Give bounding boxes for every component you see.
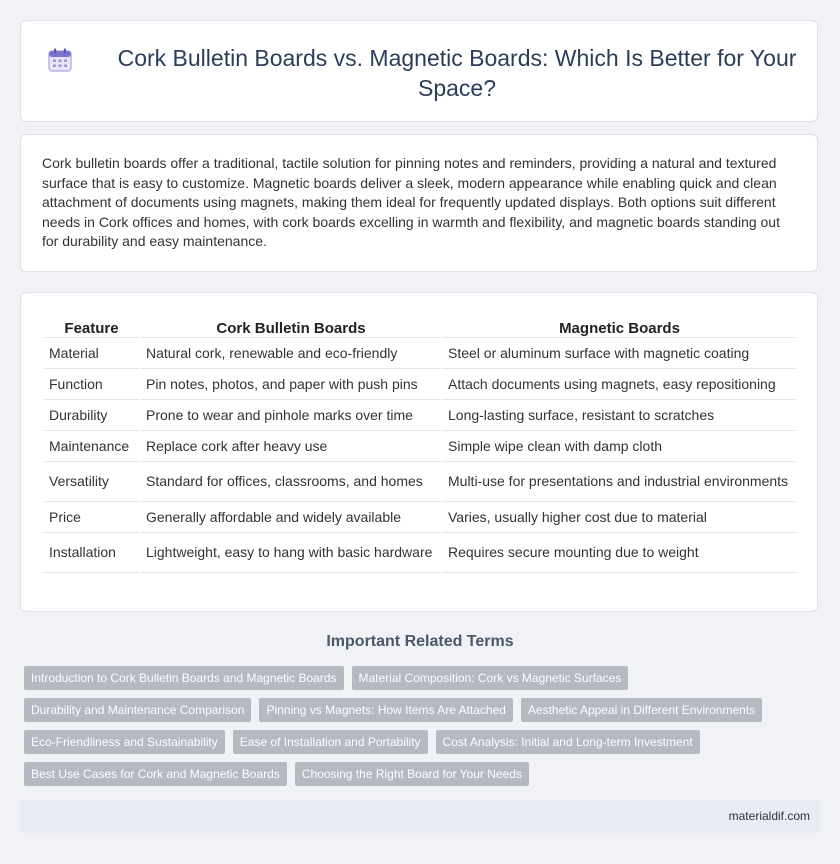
intro-card: [20, 134, 818, 272]
header-feature: Feature: [44, 315, 139, 338]
table-row: [44, 369, 796, 400]
related-term-tag[interactable]: Choosing the Right Board for Your Needs: [295, 762, 529, 786]
magnetic-cell: Multi-use for presentations and industrial environments: [443, 462, 796, 502]
magnetic-cell: Requires secure mounting due to weight: [443, 533, 796, 573]
feature-cell: Maintenance: [44, 431, 139, 462]
table-row: [44, 502, 796, 533]
related-term-tag[interactable]: Cost Analysis: Initial and Long-term Investment: [436, 730, 700, 754]
footer: [20, 800, 820, 833]
calendar-icon: [47, 47, 73, 73]
magnetic-cell: Steel or aluminum surface with magnetic coating: [443, 338, 796, 369]
table-row: [44, 431, 796, 462]
cork-cell: Lightweight, easy to hang with basic hardware: [141, 533, 441, 573]
related-term-tag[interactable]: Introduction to Cork Bulletin Boards and Magnetic Boards: [24, 666, 344, 690]
related-terms-title: Important Related Terms: [326, 633, 514, 650]
feature-cell: Durability: [44, 400, 139, 431]
related-term-tag[interactable]: Material Composition: Cork vs Magnetic Surfaces: [352, 666, 629, 690]
cork-cell: Pin notes, photos, and paper with push pins: [141, 369, 441, 400]
comparison-table: [42, 315, 798, 573]
feature-cell: Installation: [44, 533, 139, 573]
feature-cell: Function: [44, 369, 139, 400]
cork-cell: Standard for offices, classrooms, and homes: [141, 462, 441, 502]
magnetic-cell: Long-lasting surface, resistant to scratches: [443, 400, 796, 431]
magnetic-cell: Attach documents using magnets, easy repositioning: [443, 369, 796, 400]
header-magnetic: Magnetic Boards: [443, 315, 796, 338]
comparison-card: [20, 292, 818, 612]
cork-cell: Natural cork, renewable and eco-friendly: [141, 338, 441, 369]
table-row: [44, 533, 796, 573]
magnetic-cell: Varies, usually higher cost due to material: [443, 502, 796, 533]
feature-cell: Price: [44, 502, 139, 533]
related-term-tag[interactable]: Eco-Friendliness and Sustainability: [24, 730, 225, 754]
related-term-tag[interactable]: Best Use Cases for Cork and Magnetic Boards: [24, 762, 287, 786]
table-header-row: [44, 315, 796, 338]
related-term-tag[interactable]: Ease of Installation and Portability: [233, 730, 428, 754]
header-cork: Cork Bulletin Boards: [141, 315, 441, 338]
table-row: [44, 400, 796, 431]
feature-cell: Material: [44, 338, 139, 369]
table-row: [44, 338, 796, 369]
cork-cell: Generally affordable and widely available: [141, 502, 441, 533]
related-term-tag[interactable]: Durability and Maintenance Comparison: [24, 698, 251, 722]
related-terms-list: [24, 666, 824, 794]
related-term-tag[interactable]: Pinning vs Magnets: How Items Are Attached: [259, 698, 512, 722]
feature-cell: Versatility: [44, 462, 139, 502]
related-term-tag[interactable]: Aesthetic Appeal in Different Environments: [521, 698, 762, 722]
intro-paragraph: Cork bulletin boards offer a traditional, tactile solution for pinning notes and reminders, providing a natural and textured surface that is easy to customize. Magnetic boards deliver a sleek, modern appearance while enabling quick and clean attachment of documents using magnets, making them ideal for frequently updated displays. Both options suit different needs in Cork offices and homes, with cork boards excelling in warmth and flexibility, and magnetic boards standing out for durability and easy maintenance.: [42, 155, 780, 249]
page-title: Cork Bulletin Boards vs. Magnetic Boards: Which Is Better for Your Space?: [117, 45, 797, 101]
table-row: [44, 462, 796, 502]
cork-cell: Prone to wear and pinhole marks over time: [141, 400, 441, 431]
cork-cell: Replace cork after heavy use: [141, 431, 441, 462]
magnetic-cell: Simple wipe clean with damp cloth: [443, 431, 796, 462]
title-card: [20, 20, 818, 122]
footer-site-link[interactable]: materialdif.com: [728, 809, 810, 823]
